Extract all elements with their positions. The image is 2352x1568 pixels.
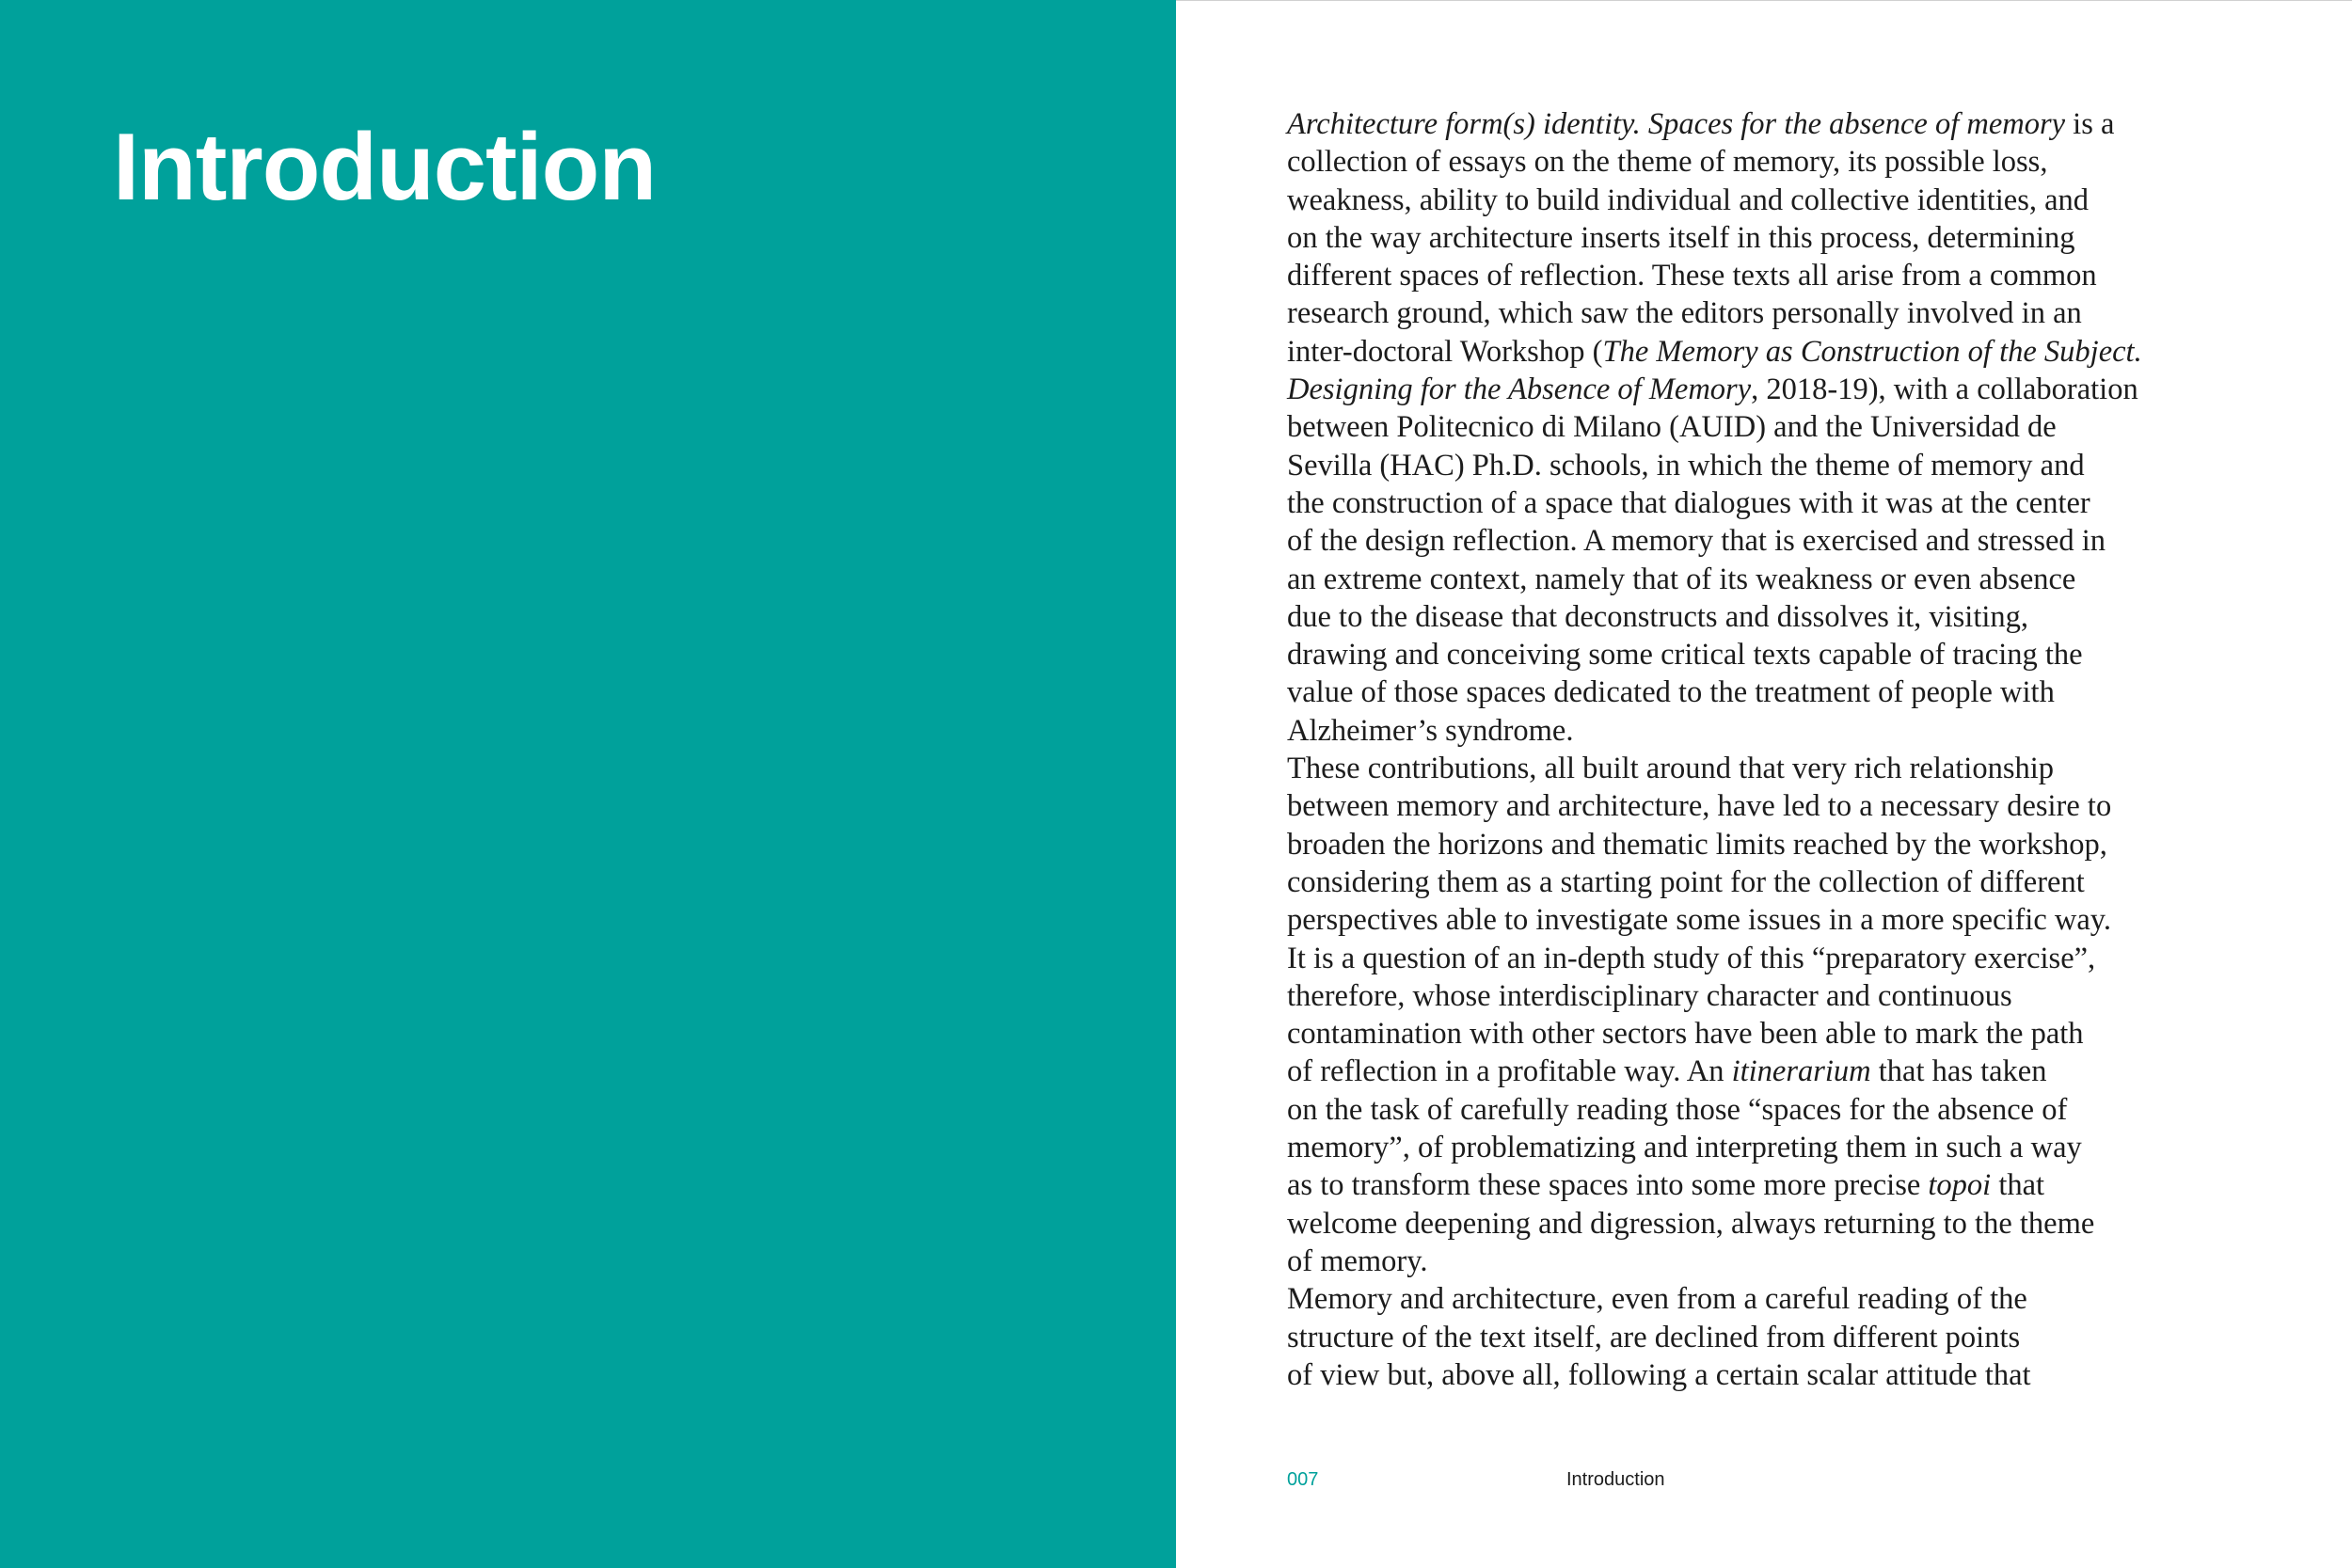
text-line — [1287, 294, 2209, 332]
text-line — [1287, 219, 2209, 257]
text-run: value of those spaces dedicated to the treatment of people with — [1287, 675, 2055, 710]
text-run: the construction of a space that dialogues with it was at the center — [1287, 485, 2090, 520]
text-run: of view but, above all, following a certain scalar attitude that — [1287, 1357, 2031, 1392]
text-line — [1287, 105, 2209, 143]
text-line — [1287, 522, 2209, 560]
text-line — [1287, 1091, 2209, 1129]
text-run: between memory and architecture, have led to a necessary desire to — [1287, 789, 2112, 824]
text-line — [1287, 1205, 2209, 1243]
text-line — [1287, 1319, 2209, 1356]
text-run: drawing and conceiving some critical texts capable of tracing the — [1287, 638, 2083, 673]
text-line — [1287, 333, 2209, 371]
text-line — [1287, 182, 2209, 219]
text-line — [1287, 940, 2209, 977]
right-page — [1176, 0, 2352, 1568]
text-run: contamination with other sectors have been able to mark the path — [1287, 1017, 2084, 1052]
text-line — [1287, 1243, 2209, 1280]
chapter-title: Introduction — [113, 115, 657, 220]
text-line — [1287, 1129, 2209, 1166]
text-run: of memory. — [1287, 1243, 1428, 1278]
text-line — [1287, 143, 2209, 181]
text-line — [1287, 787, 2209, 825]
text-run: an extreme context, namely that of its weakness or even absence — [1287, 562, 2076, 596]
text-run: , 2018-19), with a collaboration — [1751, 372, 2138, 407]
text-run: research ground, which saw the editors personally involved in an — [1287, 296, 2082, 331]
italic-text-run: Designing for the Absence of Memory — [1287, 372, 1752, 407]
text-run: therefore, whose interdisciplinary character and continuous — [1287, 978, 2012, 1013]
text-run: welcome deepening and digression, always returning to the theme — [1287, 1206, 2095, 1241]
text-line — [1287, 408, 2209, 446]
text-run: as to transform these spaces into some more precise — [1287, 1168, 1929, 1203]
text-line — [1287, 484, 2209, 522]
text-run: Memory and architecture, even from a careful reading of the — [1287, 1282, 2027, 1317]
body-text — [1287, 105, 2209, 1394]
text-run: These contributions, all built around that very rich relationship — [1287, 752, 2055, 786]
text-run: is a — [2065, 107, 2115, 141]
text-line — [1287, 1053, 2209, 1090]
text-run: It is a question of an in-depth study of this “preparatory exercise”, — [1287, 941, 2096, 975]
text-line — [1287, 977, 2209, 1015]
text-run: that has taken — [1870, 1054, 2047, 1089]
text-run: weakness, ability to build individual and collective identities, and — [1287, 182, 2090, 217]
text-line — [1287, 1166, 2209, 1204]
text-line — [1287, 712, 2209, 750]
text-line — [1287, 561, 2209, 598]
text-run: Alzheimer’s syndrome. — [1287, 713, 1574, 748]
text-line — [1287, 826, 2209, 863]
text-run: collection of essays on the theme of memory, its possible loss, — [1287, 145, 2048, 180]
text-line — [1287, 257, 2209, 294]
text-run: on the way architecture inserts itself in this process, determining — [1287, 220, 2075, 255]
italic-text-run: Architecture form(s) identity. Spaces for the absence of memory — [1287, 107, 2066, 141]
text-run: of the design reflection. A memory that is exercised and stressed in — [1287, 524, 2106, 559]
text-line — [1287, 371, 2209, 408]
text-line — [1287, 673, 2209, 711]
text-run: considering them as a starting point for the collection of different — [1287, 864, 2085, 899]
text-line — [1287, 636, 2209, 673]
text-line — [1287, 1280, 2209, 1318]
italic-text-run: topoi — [1928, 1168, 1992, 1203]
text-run: on the task of carefully reading those “spaces for the absence of — [1287, 1092, 2068, 1127]
text-run: Sevilla (HAC) Ph.D. schools, in which the theme of memory and — [1287, 448, 2085, 483]
text-line — [1287, 1015, 2209, 1053]
text-line — [1287, 750, 2209, 787]
text-line — [1287, 863, 2209, 901]
text-run: of reflection in a profitable way. An — [1287, 1054, 1732, 1089]
text-run: that — [1991, 1168, 2045, 1203]
text-run: between Politecnico di Milano (AUID) and the Universidad de — [1287, 410, 2057, 445]
text-line — [1287, 598, 2209, 636]
text-run: due to the disease that deconstructs and dissolves it, visiting, — [1287, 599, 2028, 634]
text-run: inter-doctoral Workshop ( — [1287, 334, 1603, 369]
text-run: memory”, of problematizing and interpreting them in such a way — [1287, 1131, 2082, 1165]
text-line — [1287, 447, 2209, 484]
italic-text-run: The Memory as Construction of the Subject. — [1602, 334, 2142, 369]
text-run: perspectives able to investigate some issues in a more specific way. — [1287, 903, 2112, 938]
italic-text-run: itinerarium — [1731, 1054, 1871, 1089]
text-run: broaden the horizons and thematic limits reached by the workshop, — [1287, 827, 2107, 862]
page-number: 007 — [1287, 1469, 1319, 1490]
text-run: different spaces of reflection. These texts all arise from a common — [1287, 259, 2097, 293]
text-line — [1287, 901, 2209, 939]
text-run: structure of the text itself, are declined from different points — [1287, 1320, 2021, 1354]
text-line — [1287, 1356, 2209, 1394]
running-title: Introduction — [1566, 1469, 1665, 1490]
